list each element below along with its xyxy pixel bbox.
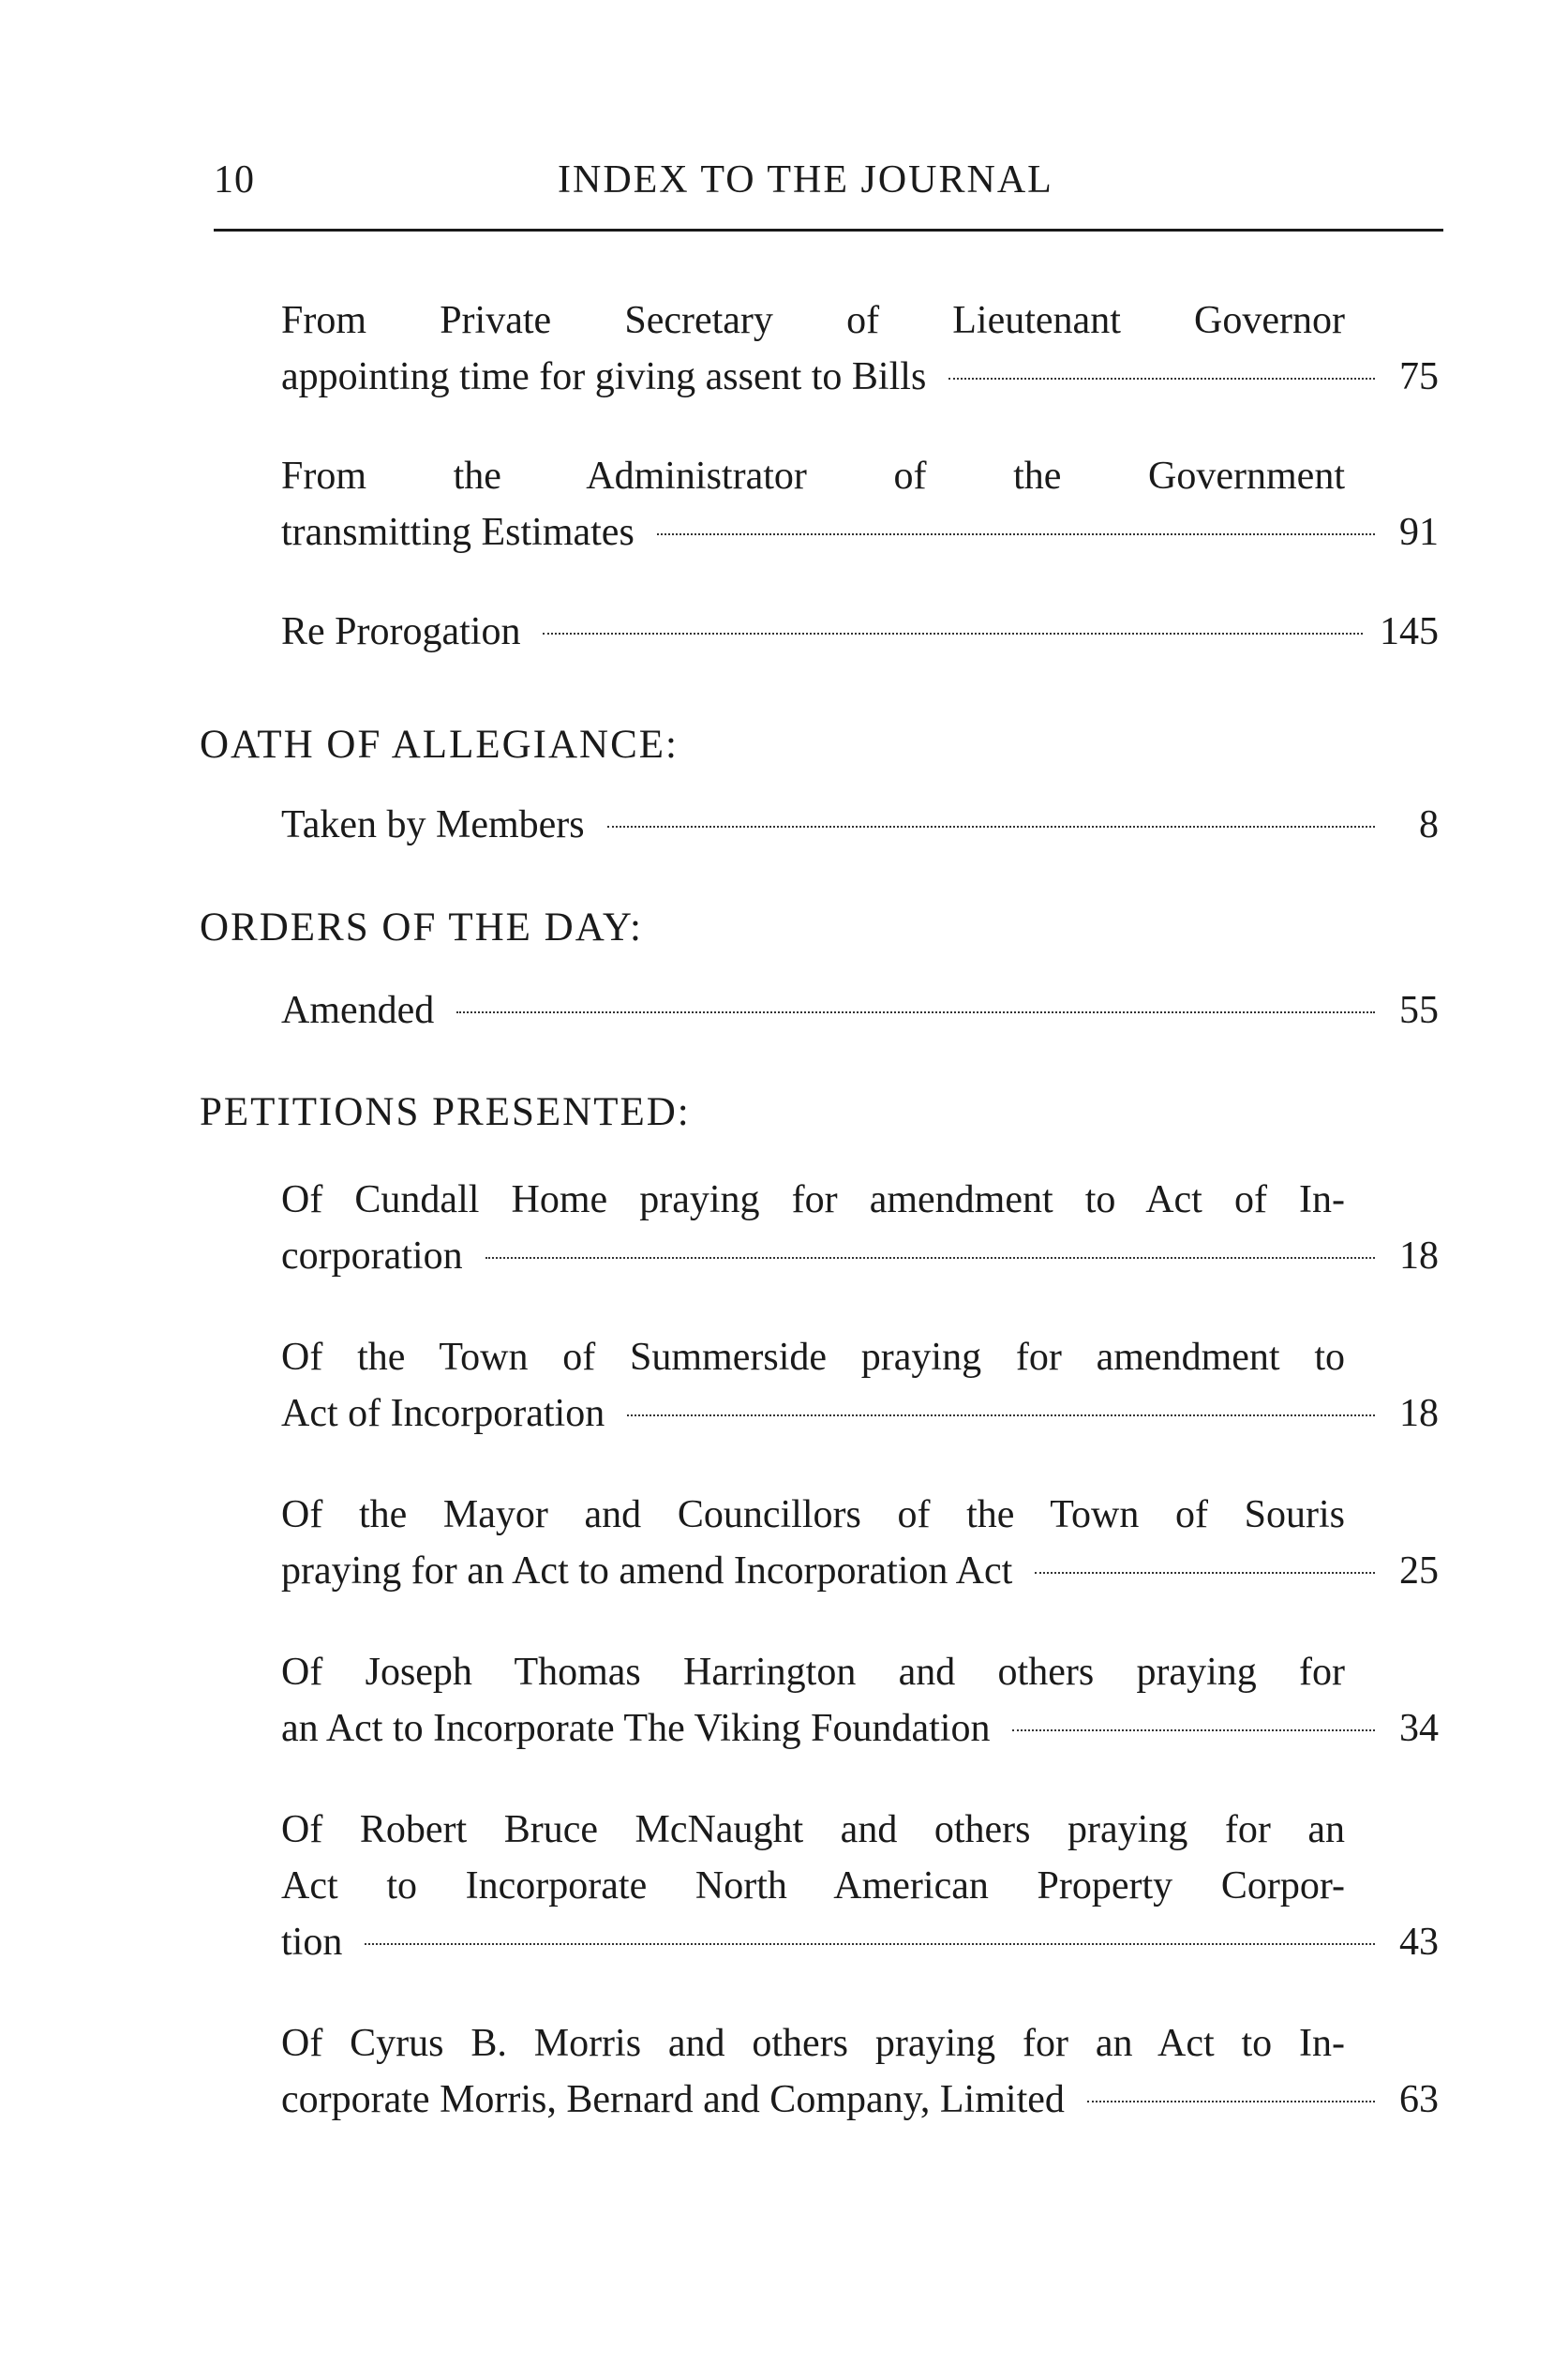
dot-leader [485, 1257, 1375, 1259]
page-reference: 75 [1399, 355, 1439, 398]
entry-text: corporate Morris, Bernard and Company, Limited [281, 2078, 1065, 2121]
page-reference: 55 [1399, 989, 1439, 1032]
entry-line: Of Robert Bruce McNaught and others praying for an [281, 1808, 1345, 1851]
page-reference: 8 [1419, 803, 1439, 846]
entry-line: From Private Secretary of Lieutenant Governor [281, 299, 1345, 342]
entry-line: Of Cundall Home praying for amendment to Act of In- [281, 1178, 1345, 1221]
index-entry [281, 2015, 1439, 2128]
dot-leader [1087, 2101, 1375, 2102]
index-entry [281, 982, 1439, 1039]
dot-leader [607, 826, 1375, 828]
running-head: INDEX TO THE JOURNAL [558, 158, 1053, 202]
entry-line: Of Cyrus B. Morris and others praying for an Act to In- [281, 2022, 1345, 2065]
dot-leader [1035, 1572, 1375, 1574]
page-number: 10 [214, 158, 255, 202]
entry-text: Taken by Members [281, 803, 585, 846]
entry-line: Of Joseph Thomas Harrington and others praying for [281, 1651, 1345, 1694]
dot-leader [543, 633, 1363, 635]
entry-text: tion [281, 1921, 343, 1964]
index-entry [281, 1644, 1439, 1757]
entry-line: Act to Incorporate North American Property Corpor- [281, 1864, 1345, 1908]
page-reference: 43 [1399, 1921, 1439, 1964]
entry-text: corporation [281, 1234, 463, 1278]
entry-last-line [281, 1700, 1439, 1757]
section-heading-orders: ORDERS OF THE DAY: [200, 905, 643, 950]
entry-last-line [281, 504, 1439, 561]
section-heading-petitions: PETITIONS PRESENTED: [200, 1090, 691, 1134]
entry-text: Act of Incorporation [281, 1392, 605, 1435]
entry-text: appointing time for giving assent to Bills [281, 355, 927, 398]
entry-last-line [281, 2072, 1439, 2128]
index-entry [281, 1329, 1439, 1442]
dot-leader [627, 1414, 1375, 1416]
page-reference: 63 [1399, 2078, 1439, 2121]
entry-last-line [281, 797, 1439, 853]
entry-line: Of the Town of Summerside praying for amendment to [281, 1336, 1345, 1379]
entry-text: an Act to Incorporate The Viking Foundation [281, 1707, 991, 1750]
page-reference: 25 [1399, 1549, 1439, 1593]
index-entry [281, 1487, 1439, 1599]
entry-text: praying for an Act to amend Incorporation Act [281, 1549, 1013, 1593]
entry-text: Re Prorogation [281, 610, 521, 653]
entry-last-line [281, 1914, 1439, 1970]
index-entry [281, 797, 1439, 853]
header-rule [214, 229, 1443, 232]
index-entry [281, 604, 1439, 660]
index-entry [281, 448, 1439, 561]
index-entry [281, 1802, 1439, 1970]
entry-last-line [281, 1543, 1439, 1599]
dot-leader [657, 533, 1375, 535]
section-heading-oath: OATH OF ALLEGIANCE: [200, 723, 679, 767]
entry-last-line [281, 604, 1439, 660]
dot-leader [1012, 1729, 1375, 1731]
entry-last-line [281, 349, 1439, 405]
dot-leader [365, 1943, 1375, 1945]
entry-text: Amended [281, 989, 435, 1032]
entry-last-line [281, 1385, 1439, 1442]
entry-line: Of the Mayor and Councillors of the Town of Souris [281, 1493, 1345, 1536]
dot-leader [948, 378, 1375, 380]
entry-last-line [281, 982, 1439, 1039]
page-reference: 34 [1399, 1707, 1439, 1750]
page-reference: 18 [1399, 1392, 1439, 1435]
page-reference: 91 [1399, 511, 1439, 554]
entry-line: From the Administrator of the Government [281, 455, 1345, 498]
index-entry [281, 1172, 1439, 1284]
page-reference: 145 [1380, 610, 1439, 653]
entry-text: transmitting Estimates [281, 511, 635, 554]
entry-last-line [281, 1228, 1439, 1284]
page-reference: 18 [1399, 1234, 1439, 1278]
index-entry [281, 292, 1439, 405]
dot-leader [456, 1011, 1375, 1013]
